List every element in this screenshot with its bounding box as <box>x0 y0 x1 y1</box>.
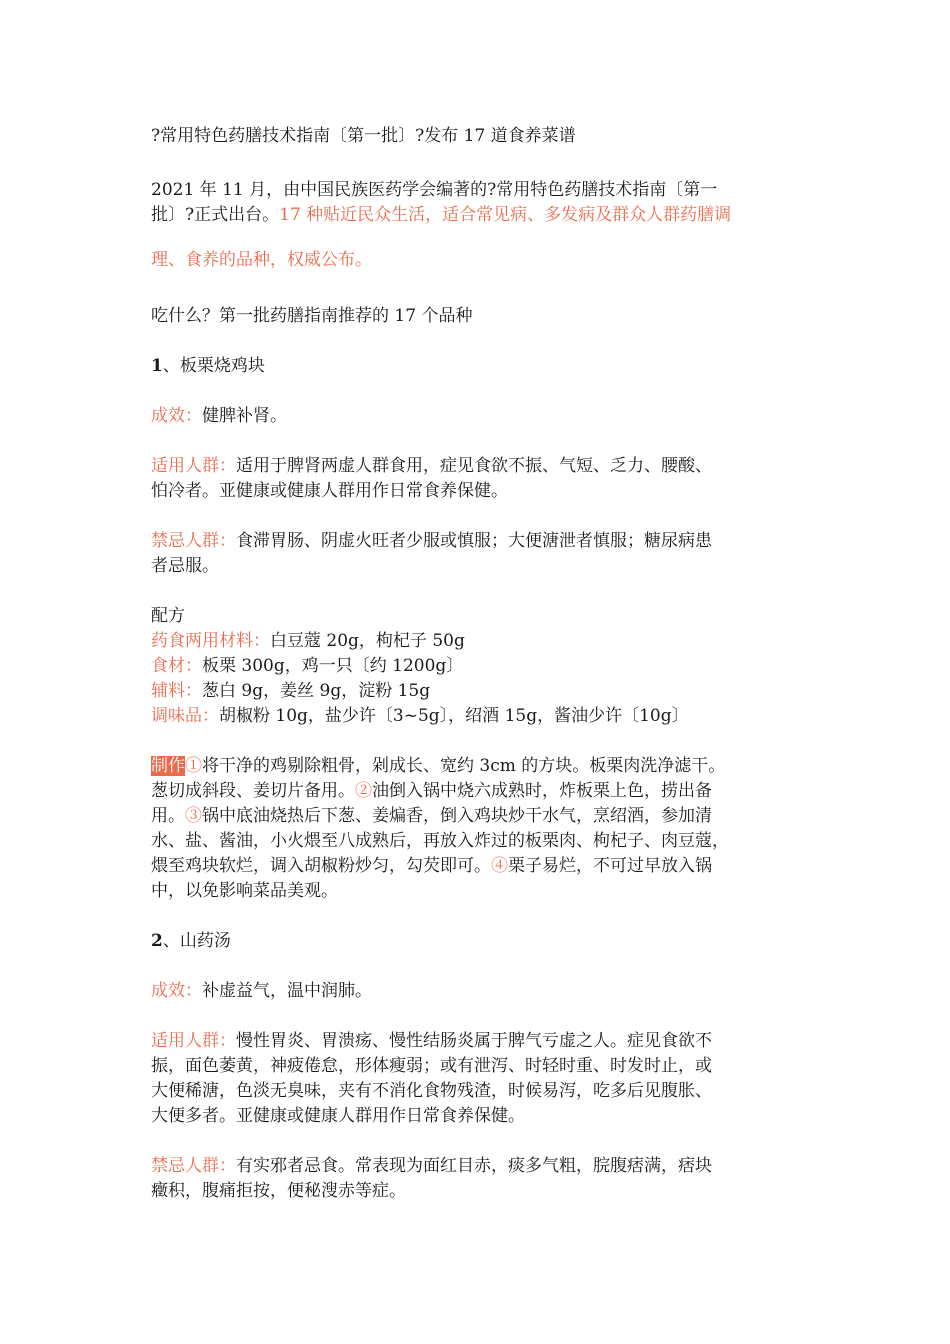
dish-2-suitable-label: 适用人群： <box>151 1031 236 1051</box>
intro-text-red: 17 种贴近民众生活，适合常见病、多发病及群众人群药膳调 <box>279 205 732 225</box>
dish-2-effect-text: 补虚益气，温中润肺。 <box>202 981 372 1001</box>
intro-line-1: 2021 年 11 月，由中国民族医药学会编著的?常用特色药膳技术指南〔第一 <box>151 180 718 200</box>
dish-2-taboo-label: 禁忌人群： <box>151 1156 236 1176</box>
dish-1-suitable-label: 适用人群： <box>151 456 236 476</box>
dish-2-suitable-line-4: 大便多者。亚健康或健康人群用作日常食养保健。 <box>151 1106 525 1126</box>
step-2-text-b: 用。 <box>151 806 185 826</box>
section-subtitle: 吃什么？第一批药膳指南推荐的 17 个品种 <box>151 306 473 326</box>
dish-2-suitable-line-1: 慢性胃炎、胃溃疡、慢性结肠炎属于脾气亏虚之人。症见食欲不 <box>236 1031 712 1051</box>
dish-1-number: 1 <box>151 356 163 376</box>
dish-1-effect <box>151 404 801 429</box>
dish-1-taboo-line-2: 者忌服。 <box>151 556 219 576</box>
dish-2-suitable <box>151 1029 801 1129</box>
dish-2-suitable-line-3: 大便稀溏，色淡无臭味，夹有不消化食物残渣，时候易泻，吃多后见腹胀、 <box>151 1081 712 1101</box>
aux-text: 葱白 9g，姜丝 9g，淀粉 15g <box>202 681 431 701</box>
intro-line-3: 理、食养的品种，权威公布。 <box>151 250 372 270</box>
step-4-number: ④ <box>491 856 508 876</box>
intro-paragraph <box>151 178 801 228</box>
dish-1-taboo-line-1: 食滞胃肠、阴虚火旺者少服或慎服；大便溏泄者慎服；糖尿病患 <box>236 531 712 551</box>
dish-1-effect-text: 健脾补肾。 <box>202 406 287 426</box>
dish-1-formula <box>151 604 801 729</box>
dish-2-taboo-line-1: 有实邪者忌食。常表现为面红目赤，痰多气粗，脘腹痞满，痞块 <box>236 1156 712 1176</box>
dish-1-name: 、板栗烧鸡块 <box>162 356 265 376</box>
food-label: 食材： <box>151 656 202 676</box>
food-text: 板栗 300g，鸡一只〔约 1200g〕 <box>202 656 464 676</box>
step-2-text-a: 油倒入锅中烧六成熟时，炸板栗上色，捞出备 <box>372 781 712 801</box>
dish-1-suitable-line-2: 怕冷者。亚健康或健康人群用作日常食养保健。 <box>151 481 508 501</box>
step-3-line-2: 水、盐、酱油，小火煨至八成熟后，再放入炸过的板栗肉、枸杞子、肉豆蔻， <box>151 831 729 851</box>
dish-1-suitable <box>151 454 801 504</box>
intro-line-2 <box>151 203 801 228</box>
herb-text: 白豆蔻 20g，枸杞子 50g <box>270 631 465 651</box>
dish-2-taboo-line-2: 癥积，腹痛拒按，便秘溲赤等症。 <box>151 1181 406 1201</box>
dish-1-suitable-line-1: 适用于脾肾两虚人群食用，症见食欲不振、气短、乏力、腰酸、 <box>236 456 712 476</box>
document-title: ?常用特色药膳技术指南〔第一批〕?发布 17 道食养菜谱 <box>151 126 576 146</box>
dish-2-title <box>151 929 801 954</box>
step-1-line-2: 葱切成斜段、姜切片备用。 <box>151 781 355 801</box>
step-2-number: ② <box>355 781 372 801</box>
step-3-number: ③ <box>185 806 202 826</box>
aux-label: 辅料： <box>151 681 202 701</box>
herb-label: 药食两用材料： <box>151 631 270 651</box>
dish-2-taboo <box>151 1154 801 1204</box>
dish-2-effect <box>151 979 801 1004</box>
step-1-number: ① <box>185 756 202 776</box>
dish-1-taboo-label: 禁忌人群： <box>151 531 236 551</box>
dish-1-method <box>151 754 801 904</box>
dish-2-effect-label: 成效： <box>151 981 202 1001</box>
method-label: 制作 <box>151 756 185 776</box>
season-text: 胡椒粉 10g，盐少许〔3~5g〕，绍酒 15g，酱油少许〔10g〕 <box>219 706 689 726</box>
season-label: 调味品： <box>151 706 219 726</box>
dish-1-title <box>151 354 801 379</box>
dish-2-suitable-line-2: 振，面色萎黄，神疲倦怠，形体瘦弱；或有泄泻、时轻时重、时发时止，或 <box>151 1056 712 1076</box>
dish-1-taboo <box>151 529 801 579</box>
step-3-line-1: 锅中底油烧热后下葱、姜煸香，倒入鸡块炒干水气，烹绍酒，参加清 <box>202 806 712 826</box>
document-page <box>151 120 801 1204</box>
intro-text-black: 批〕?正式出台。 <box>151 205 280 225</box>
step-4-text-a: 栗子易烂，不可过早放入锅 <box>508 856 712 876</box>
step-3-line-3: 煨至鸡块软烂，调入胡椒粉炒匀，勾芡即可。 <box>151 856 491 876</box>
dish-2-name: 、山药汤 <box>162 931 231 951</box>
step-1-line-1: 将干净的鸡剔除粗骨，剁成长、宽约 3cm 的方块。板栗肉洗净滤干。 <box>202 756 726 776</box>
step-4-text-b: 中，以免影响菜品美观。 <box>151 881 338 901</box>
dish-1-effect-label: 成效： <box>151 406 202 426</box>
dish-2-number: 2 <box>151 931 163 951</box>
formula-heading: 配方 <box>151 606 185 626</box>
